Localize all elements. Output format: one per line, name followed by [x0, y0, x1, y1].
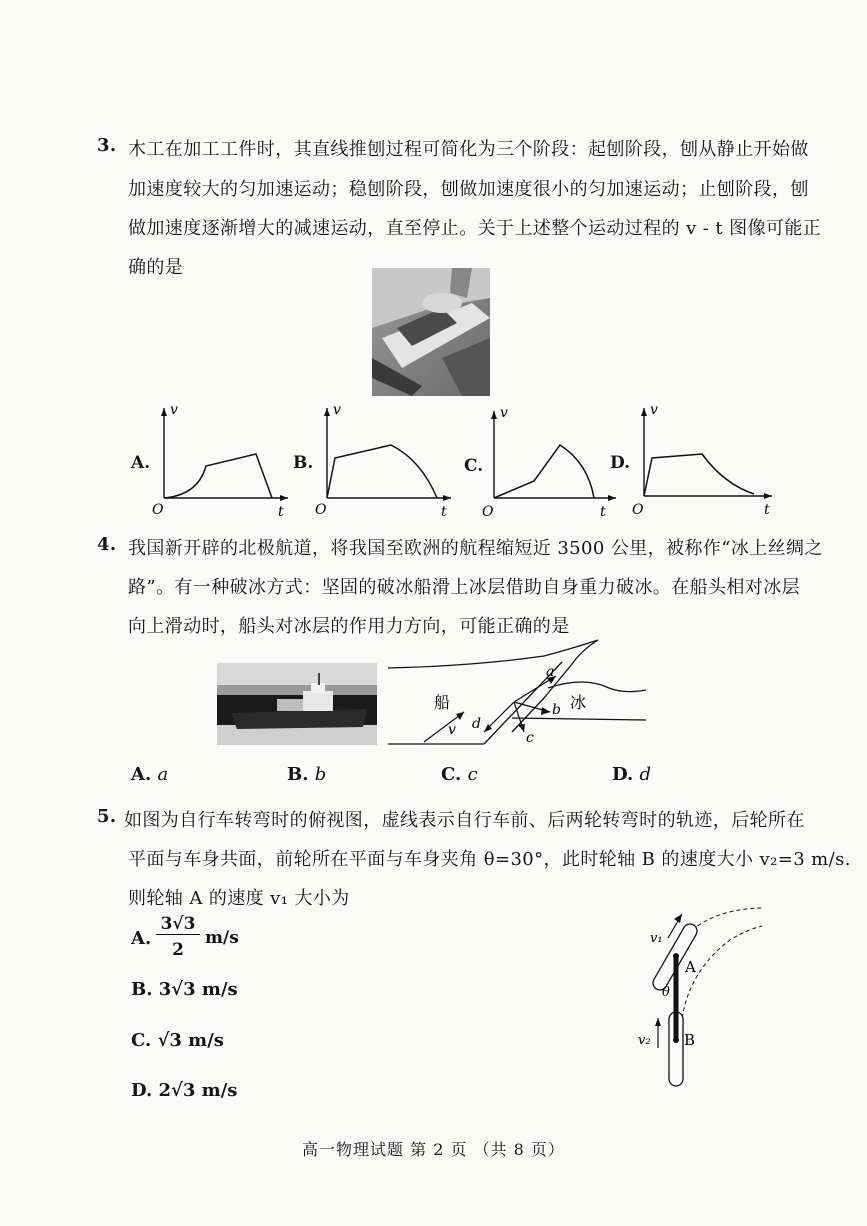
q3-graph-d — [628, 400, 778, 518]
velocity-label: v — [448, 722, 456, 738]
page-footer: 高一物理试题 第 2 页 （共 8 页） — [302, 1140, 565, 1159]
q3-line-2: 加速度较大的匀加速运动；稳刨阶段，刨做加速度很小的匀加速运动；止刨阶段，刨 — [128, 179, 809, 200]
theta-label: θ — [662, 985, 670, 1000]
q4-answer-b[interactable]: B. b — [287, 764, 327, 785]
icebreaker-photo — [217, 663, 377, 745]
axis-v-label: v — [650, 402, 658, 418]
q4-answer-c[interactable]: C. c — [441, 764, 478, 785]
origin-label: O — [632, 502, 644, 518]
origin-label: O — [315, 502, 327, 518]
q3-option-d-label: D. — [610, 453, 631, 473]
force-a-label: a — [546, 664, 555, 680]
q4-answer-a[interactable]: A. a — [131, 764, 169, 785]
ship-label: 船 — [434, 693, 451, 712]
q4-line-1: 我国新开辟的北极航道，将我国至欧洲的航程缩短近 3500 公里，被称作“冰上丝绸之 — [128, 538, 823, 559]
q4-answer-d[interactable]: D. d — [612, 764, 652, 785]
q4-number: 4. — [97, 534, 117, 555]
v2-label: v₂ — [638, 1033, 651, 1048]
bicycle-diagram — [630, 900, 780, 1090]
q3-option-c-label: C. — [464, 456, 484, 476]
axis-t-label: t — [278, 504, 284, 518]
origin-label: O — [482, 504, 494, 520]
q5-answer-c[interactable]: C. √3 m/s — [131, 1030, 224, 1051]
axle-a-label: A — [685, 958, 696, 976]
ice-label: 冰 — [570, 693, 587, 712]
q3-graph-c — [478, 403, 631, 521]
force-b-label: b — [552, 702, 561, 718]
q5-answer-a-denominator: 2 — [172, 940, 184, 960]
force-c-label: c — [526, 730, 534, 746]
q5-answer-b[interactable]: B. 3√3 m/s — [131, 979, 238, 1000]
axis-t-label: t — [600, 504, 606, 520]
q5-answer-a-label[interactable]: A. — [131, 928, 152, 949]
axle-b-label: B — [684, 1031, 696, 1049]
axis-v-label: v — [170, 402, 178, 418]
v1-label: v₁ — [650, 931, 663, 946]
q5-answer-a-numerator: 3√3 — [156, 914, 200, 935]
planing-photo — [372, 268, 490, 396]
q5-line-2: 平面与车身共面，前轮所在平面与车身夹角 θ=30°，此时轮轴 B 的速度大小 v₂=3 m/s. — [128, 849, 851, 870]
q3-graph-a — [148, 400, 298, 518]
q3-option-b-label: B. — [293, 453, 314, 473]
q5-answer-a-unit: m/s — [205, 928, 239, 948]
q5-line-1: 如图为自行车转弯时的俯视图，虚线表示自行车前、后两轮转弯时的轨迹，后轮所在 — [124, 810, 805, 831]
q3-line-4: 确的是 — [128, 257, 184, 278]
axis-t-label: t — [441, 504, 447, 518]
q3-number: 3. — [97, 135, 117, 156]
origin-label: O — [152, 502, 164, 518]
q5-answer-d[interactable]: D. 2√3 m/s — [131, 1080, 238, 1101]
axis-v-label: v — [500, 405, 508, 421]
force-d-label: d — [472, 716, 481, 732]
q4-line-2: 路”。有一种破冰方式：坚固的破冰船滑上冰层借助自身重力破冰。在船头相对冰层 — [128, 577, 800, 598]
axis-t-label: t — [764, 502, 770, 518]
axis-v-label: v — [333, 402, 341, 418]
q5-line-3: 则轮轴 A 的速度 v₁ 大小为 — [128, 888, 350, 909]
q4-line-3: 向上滑动时，船头对冰层的作用力方向，可能正确的是 — [128, 616, 570, 637]
q3-line-1: 木工在加工工件时，其直线推刨过程可简化为三个阶段：起刨阶段，刨从静止开始做 — [128, 139, 809, 160]
q3-graph-b — [311, 400, 461, 518]
q3-option-a-label: A. — [131, 453, 151, 473]
icebreaker-force-diagram — [384, 636, 646, 750]
q3-line-3: 做加速度逐渐增大的减速运动，直至停止。关于上述整个运动过程的 v - t 图像可能正 — [128, 218, 822, 239]
q5-number: 5. — [97, 806, 117, 827]
